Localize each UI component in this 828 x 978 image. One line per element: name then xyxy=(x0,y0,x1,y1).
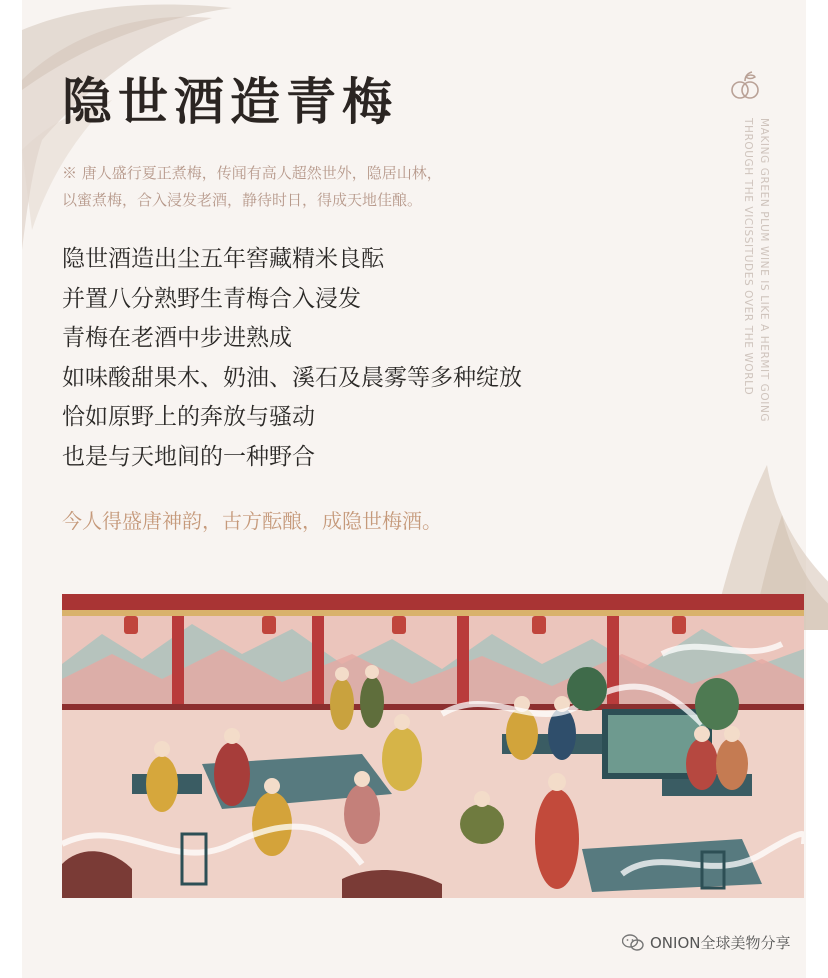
wechat-icon xyxy=(622,934,644,952)
poster-page xyxy=(22,0,806,978)
intro-line: 以蜜煮梅，合入浸发老酒，静待时日，得成天地佳酿。 xyxy=(62,191,423,209)
verse-line: 并置八分熟野生青梅合入浸发 xyxy=(62,285,361,312)
tagline: 今人得盛唐神韵，古方酝酿，成隐世梅酒。 xyxy=(62,509,442,533)
watermark-footer xyxy=(622,932,790,953)
verse-line: 如味酸甜果木、奶油、溪石及晨雾等多种绽放 xyxy=(62,364,522,391)
verse-line: 也是与天地间的一种野合 xyxy=(62,443,315,470)
side-english-text xyxy=(740,118,772,468)
intro-text xyxy=(62,160,622,214)
tang-banquet-painting xyxy=(62,594,804,898)
intro-line: ※ 唐人盛行夏正煮梅，传闻有高人超然世外，隐居山林， xyxy=(62,164,442,182)
side-line: MAKING GREEN PLUM WINE IS LIKE A HERMIT GOING xyxy=(758,118,770,423)
verse-line: 青梅在老酒中步进熟成 xyxy=(62,325,292,351)
page-title: 隐世酒造青梅 xyxy=(62,72,398,131)
plum-logo-icon xyxy=(730,68,760,102)
verse-text xyxy=(62,240,662,477)
watermark-text: ONION全球美物分享 xyxy=(650,934,791,952)
verse-line: 隐世酒造出尘五年窖藏精米良酝 xyxy=(62,246,384,272)
side-line: THROUGH THE VICISSITUDES OVER THE WORLD xyxy=(742,118,754,396)
verse-line: 恰如原野上的奔放与骚动 xyxy=(62,404,315,430)
